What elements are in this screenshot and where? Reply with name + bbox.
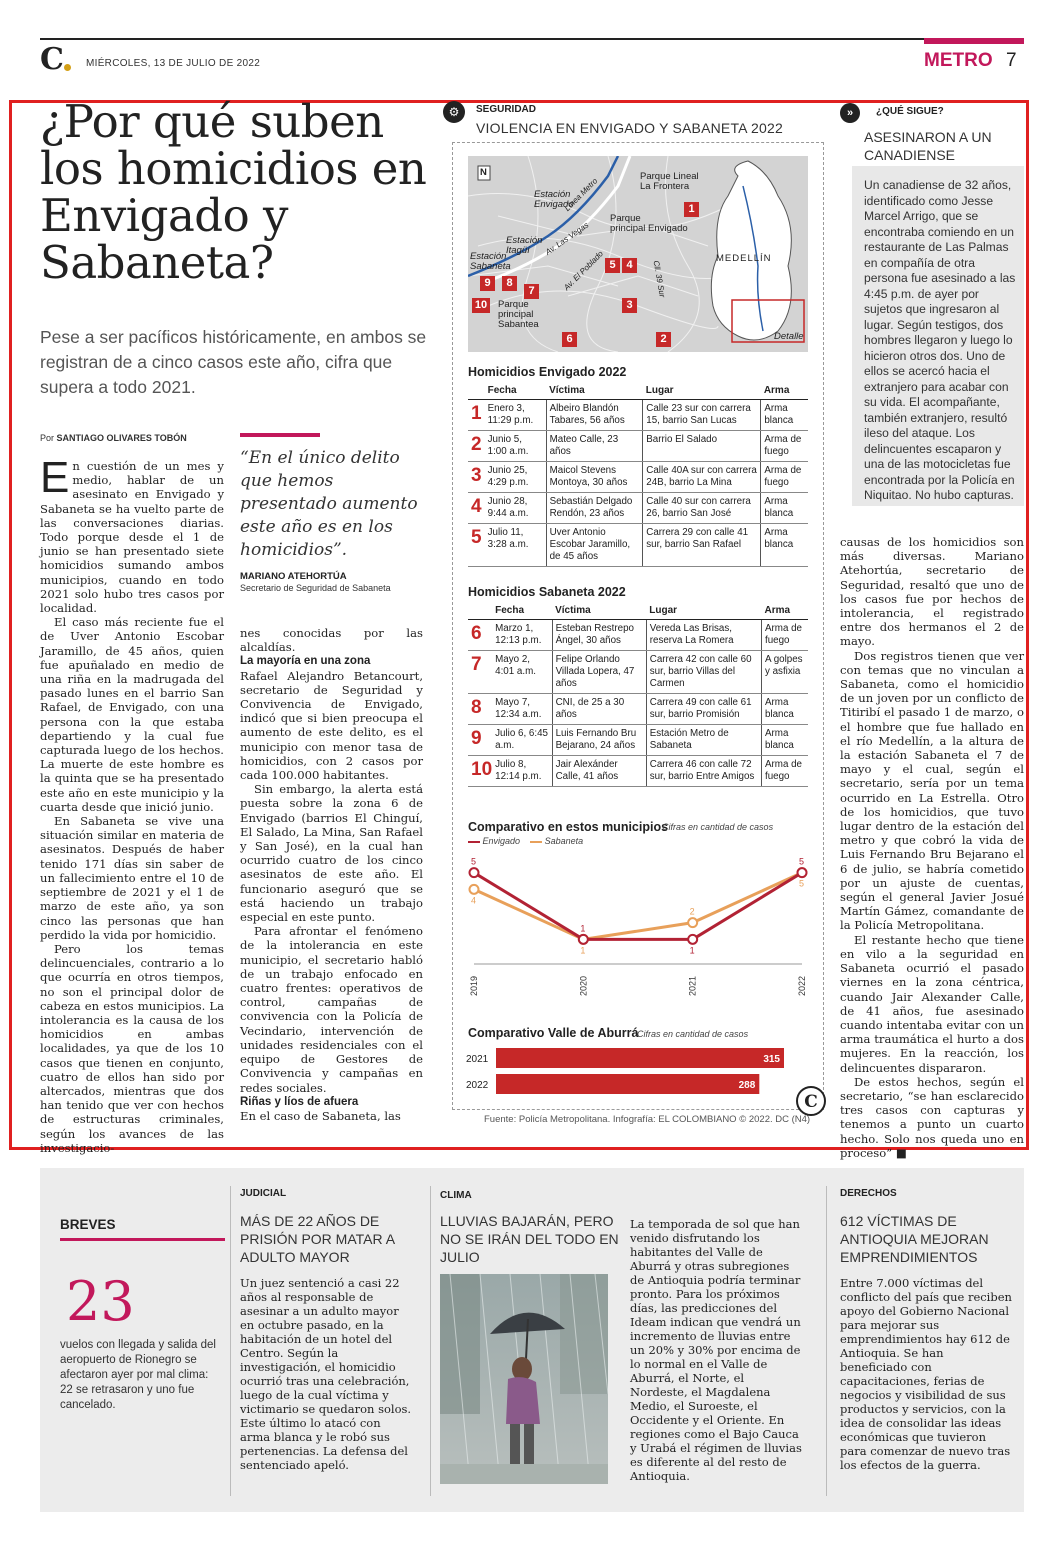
issue-date: MIÉRCOLES, 13 DE JULIO DE 2022 [86,58,261,69]
case-number: 2 [468,431,485,462]
cell-place: Vereda Las Brisas, reserva La Romera [646,620,761,651]
cell-place: Calle 40 sur con carrera 26, barrio San José [643,493,761,524]
umbrella-person-image [440,1274,608,1484]
legend-swatch-envigado [468,841,480,843]
cell-date: Junio 5, 1:00 a.m. [485,431,546,462]
cell-victim: Albeiro Blandón Tabares, 56 años [546,400,643,431]
bar-value-label: 315 [763,1054,780,1065]
breves-big-number: 23 [66,1270,135,1333]
cell-weapon: Arma blanca [761,400,808,431]
sidebar-title: ASESINARON A UN CANADIENSE [864,129,992,163]
cell-date: Mayo 2, 4:01 a.m. [492,651,552,694]
bar-chart [462,1044,812,1100]
col-header: Fecha [485,383,546,400]
article-paragraph: nes conocidas por las alcaldías. [240,626,423,655]
map-label: Parque Lineal La Frontera [640,171,699,192]
data-point [798,868,807,877]
article-paragraph: Sin embargo, la alerta está puesta sobre la zona 6 de Envigado (barrios El Chinguí, El Salado, La Mina, San Rafael y San José), en la cual han ocurrido cuatro de los cinco asesinatos de este año. El funcionario aseguró que se está haciendo un trabajo especial en este punto. [240,782,423,925]
col-header: Víctima [546,383,643,400]
newspaper-logo: C [40,42,64,77]
map-label: Estación Itagüí [506,235,543,256]
map-label: Av. Las Vegas [543,220,591,257]
col-header: Lugar [646,603,761,620]
cell-date: Junio 25, 4:29 p.m. [485,462,546,493]
cell-weapon: Arma de fuego [761,462,808,493]
byline-author: SANTIAGO OLIVARES TOBÓN [56,433,187,443]
breves-number-text: vuelos con llegada y salida del aeropuerto de Rionegro se afectaron ayer por mal clima: 22 se retrasaron y uno fue cancelado. [60,1339,216,1411]
article-paragraph: En el caso de Sabaneta, las [240,1108,401,1123]
map-label: Detalle [774,331,804,342]
table-row [468,651,808,694]
section-bar [924,38,1024,44]
map-label: Av. El Poblado [562,249,605,293]
brief-text: Un juez sentenció a casi 22 años al responsable de asesinar a un adulto mayor en octubre pasado, en la habitación de un hotel del Centro. Según la investigación, el homicidio ocurrió tras una celebración, luego de la cual víctima y victimario se quedaron solos. Este último lo atacó con arma blanca y le robó sus pertenencias. La defensa del sentenciado apeló. [240,1276,412,1472]
article-column-2 [240,626,423,1123]
map-label: Línea Metro [562,176,600,213]
brief-title: MÁS DE 22 AÑOS DE PRISIÓN POR MATAR A ADULTO MAYOR [240,1213,395,1265]
legend-label: Envigado [482,836,521,846]
col-header: Víctima [552,603,646,620]
col-header: Fecha [492,603,552,620]
cell-weapon: Arma blanca [761,725,808,756]
map-marker: 4 [622,258,637,273]
map-marker: 9 [480,276,495,291]
map-label: Cll. 39 Sur [651,259,667,299]
table-title-envigado: Homicidios Envigado 2022 [468,365,627,379]
column-divider [230,1186,231,1496]
logo-dot [64,64,71,71]
cell-place: Barrio El Salado [643,431,761,462]
cell-victim: Uver Antonio Escobar Jaramillo, de 45 años [546,524,643,567]
article-paragraph: Para afrontar el fenómeno de la intolerancia en este municipio, el secretario habló de un trabajo enfocado en cuatro frentes: operativos de control, campañas de convivencia con la Policía de Vecindario, intervención de unidades residenciales con el equipo de Gestores de Convivencia y campañas en redes sociales. [240,924,423,1095]
brief-title: LLUVIAS BAJARÁN, PERO NO SE IRÁN DEL TODO EN JULIO [440,1213,619,1265]
cell-victim: Felipe Orlando Villada Lopera, 47 años [552,651,646,694]
cell-victim: Jair Alexánder Calle, 41 años [552,756,646,787]
rain-photo [440,1274,608,1484]
breves-title: BREVES [60,1217,116,1232]
breves-rule [60,1238,225,1241]
case-number: 7 [468,651,492,694]
sidebar-kicker: ¿QUÉ SIGUE? [876,106,944,117]
byline-prefix: Por [40,433,55,443]
bar-category-label: 2022 [466,1080,489,1091]
case-number: 9 [468,725,492,756]
chevrons-icon: » [840,103,860,123]
x-tick-label: 2022 [797,975,807,996]
article-column-1 [40,453,224,1155]
brief-kicker: JUDICIAL [240,1188,287,1199]
article-paragraph: En cuestión de un mes y medio, hablar de un asesinato en Envigado y Sabaneta se ha vuelto parte de las conversaciones diarias. Todo porque desde el 1 de junio se han presentado siete homicidios sumando ambos municipios, cuando en todo 2021 solo hubo tres casos por localidad. [40,453,224,616]
bar [496,1074,759,1094]
map-label: Estación Sabaneta [470,251,511,272]
case-number: 10 [468,756,492,787]
line-chart-title: Comparativo en estos municipios [468,820,669,834]
table-row [468,462,808,493]
map-marker: 2 [656,332,671,347]
cell-place: Carrera 49 con calle 61 sur, barrio Promisión [646,694,761,725]
cell-place: Carrera 46 con calle 72 sur, barrio Entre Amigos [646,756,761,787]
legend-swatch-sabaneta [530,841,542,843]
line-chart-legend [468,836,583,846]
brief-title: 612 VÍCTIMAS DE ANTIOQUIA MEJORAN EMPRENDIMIENTOS [840,1213,989,1265]
table-row [468,431,808,462]
table-row [468,620,808,651]
table-row [468,524,808,567]
data-label: 1 [689,945,695,956]
infographic-source: Fuente: Policía Metropolitana. Infografía: EL COLOMBIANO © 2022. DC (N4) [484,1114,811,1125]
data-label: 5 [799,856,805,867]
homicides-table-envigado [468,383,808,567]
series-line-envigado [474,873,805,940]
map-label: Parque principal Envigado [610,213,688,234]
case-number: 8 [468,694,492,725]
cell-date: Mayo 7, 12:34 a.m. [492,694,552,725]
case-number: 1 [468,400,485,431]
cell-date: Julio 6, 6:45 a.m. [492,725,552,756]
cell-place: Calle 23 sur con carrera 15, barrio San Lucas [643,400,761,431]
legend-label: Sabaneta [544,836,584,846]
column-divider [826,1186,827,1496]
article-paragraph: El caso más reciente fue el de Uver Antonio Escobar Jaramillo, de 45 años, quien fue apuñalado en medio de una riña en la madrugada del pasado lunes en el barrio San Rafael, de Envigado, con una persona con la que estaba departiendo y la cual fue capturada luego de los hechos. La muerte de este hombre es la quinta que se ha presentado este año en este municipio y la cuarta desde que inició junio. [40,615,224,814]
map-label: Estación Envigado [534,189,574,210]
crime-map [468,156,808,352]
table-header-row [468,603,808,620]
data-label: 1 [580,923,586,934]
case-number: 5 [468,524,485,567]
article-subhead: Pese a ser pacíficos históricamente, en ambos se registran de a cinco casos este año, cifra que supera a todo 2021. [40,327,427,397]
x-tick-label: 2020 [578,975,589,996]
table-title-sabaneta: Homicidios Sabaneta 2022 [468,585,626,599]
cell-place: Estación Metro de Sabaneta [646,725,761,756]
cell-date: Julio 11, 3:28 a.m. [485,524,546,567]
table-row [468,725,808,756]
cell-place: Carrera 42 con calle 60 sur, barrio Villas del Carmen [646,651,761,694]
table-row [468,756,808,787]
col-header: Arma [761,603,808,620]
cell-weapon: Arma de fuego [761,620,808,651]
cell-weapon: A golpes y asfixia [761,651,808,694]
map-label: MEDELLÍN [716,253,772,264]
table-header-row [468,383,808,400]
infographic-kicker: SEGURIDAD [476,104,537,115]
newspaper-logo-small: C [796,1086,826,1116]
cell-weapon: Arma blanca [761,524,808,567]
brief-kicker: CLIMA [440,1190,472,1201]
data-point [470,885,479,894]
cell-weapon: Arma blanca [761,694,808,725]
article-paragraph: Rafael Alejandro Betancourt, secretario de Seguridad y Convivencia de Envigado, indicó que si bien preocupa el aumento de este delito, es el municipio con menor tasa de homicidios, con 2 casos por cada 100.000 habitantes. [240,668,423,783]
data-label: 5 [799,878,805,889]
cell-place: Calle 40A sur con carrera 24B, barrio La Mina [643,462,761,493]
article-paragraph: causas de los homicidios son más diversas. Mariano Atehortúa, secretario de Seguridad, resaltó que uno de los casos fue por hechos de intolerancia, el registrado entre dos hermanos el 2 de mayo. [840,535,1024,649]
map-marker: 6 [562,332,577,347]
table-row [468,694,808,725]
cell-victim: Sebastián Delgado Rendón, 23 años [546,493,643,524]
line-chart [462,846,812,1006]
bar-chart-subtitle: Cifras en cantidad de casos [637,1029,749,1039]
map-marker: 7 [524,284,539,299]
col-header: Lugar [643,383,761,400]
cell-date: Julio 8, 12:14 p.m. [492,756,552,787]
security-icon: ⚙ [443,101,465,123]
bar-category-label: 2021 [466,1054,489,1065]
bar-value-label: 288 [738,1080,756,1091]
article-paragraph: El restante hecho que tiene en vilo a la seguridad en Sabaneta ocurrió el pasado viernes en la zona céntrica, cuando Jair Alexander Calle, de 41 años, fue asesinado cuando intentaba evitar con un arma traumática el hurto a dos mujeres. En la reacción, los delincuentes dispararon. [840,932,1024,1075]
bar [496,1048,784,1068]
article-byline [40,433,187,443]
article-subheading: La mayoría en una zona [240,655,371,668]
cell-date: Marzo 1, 12:13 p.m. [492,620,552,651]
article-paragraph: En Sabaneta se vive una situación similar en materia de asesinatos. Después de haber tenido 171 días sin saber de un fallecimiento entre el 10 de septiembre de 2021 y el 1 de marzo de este año, ya son cinco las personas que han perdido la vida por homicidio. [40,814,224,942]
data-point [579,935,588,944]
north-label: N [480,167,487,178]
cell-weapon: Arma de fuego [761,756,808,787]
line-chart-subtitle: Cifras en cantidad de casos [662,822,774,832]
article-paragraph: De estos hechos, según el secretario, “se han esclarecido tres casos con capturas y tenemos a punto un cuarto hecho. Solo nos queda uno en proceso” ■ [840,1074,1024,1160]
data-label: 5 [471,856,477,867]
infographic-title: VIOLENCIA EN ENVIGADO Y SABANETA 2022 [476,120,783,136]
brief-kicker: DERECHOS [840,1188,897,1199]
case-number: 3 [468,462,485,493]
col-spacer [468,383,485,400]
header-rule [40,38,1024,40]
drop-cap: E [40,453,70,502]
cell-victim: Esteban Restrepo Ángel, 30 años [552,620,646,651]
map-marker: 8 [502,276,517,291]
data-label: 1 [580,945,586,956]
quote-role: Secretario de Seguridad de Sabaneta [240,583,391,593]
data-point [688,918,697,927]
pull-quote: “En el único delito que hemos presentado aumento este año es en los homicidios”. [240,448,418,560]
cell-date: Junio 28, 9:44 a.m. [485,493,546,524]
cell-victim: Mateo Calle, 23 años [546,431,643,462]
cell-victim: CNI, de 25 a 30 años [552,694,646,725]
col-spacer [468,603,492,620]
data-label: 2 [689,906,695,917]
column-divider [430,1186,431,1496]
map-marker: 3 [622,298,637,313]
map-marker: 10 [472,298,490,313]
cell-victim: Luis Fernando Bru Bejarano, 24 años [552,725,646,756]
case-number: 4 [468,493,485,524]
cell-place: Carrera 29 con calle 41 sur, barrio San Rafael [643,524,761,567]
article-headline: ¿Por qué suben los homicidios en Envigado y Sabaneta? [40,95,427,289]
article-paragraph: Pero los temas delincuenciales, contrario a lo que ocurría en otros tiempos, no son el principal dolor de cabeza en estos municipios. La intolerancia es la causa de los homicidios en ambas localidades, ya que de los 10 casos que tienen en conjunto, cuatro de ellos han sido por altercados, mientras que dos han tenido que ver con hechos de estructuras criminales, según los avances de las investigacio- [40,941,224,1155]
case-number: 6 [468,620,492,651]
map-marker: 1 [684,202,699,217]
x-tick-label: 2019 [469,975,479,996]
data-point [688,935,697,944]
x-tick-label: 2021 [687,975,698,996]
article-paragraph: Dos registros tienen que ver con temas que no vinculan a Sabaneta, como el homicidio de un joven por un conflicto de Titiribí el pasado 1 de marzo, o el hombre que fue hallado en el río Medellín, a la altura de la estación Sabaneta el 7 de mayo y el cual, según el secretario, sería por un tema ocurrido en La Estrella. Otro de los homicidios, que tuvo lugar dentro de la estación del metro y que cobró la vida de Luis Fernando Bru Bejarano el 6 de julio, se habría cometido por un ajuste de cuentas, según el general Javier Josué Martín Gámez, comandante de la Policía Metropolitana. [840,648,1024,933]
cell-date: Enero 3, 11:29 p.m. [485,400,546,431]
col-header: Arma [761,383,808,400]
homicides-table-sabaneta [468,603,808,787]
brief-text: La temporada de sol que han venido disfrutando los habitantes del Valle de Aburrá y otras subregiones de Antioquia podría terminar pronto. Para los próximos días, las predicciones del Ideam indican que vendrá un incremento de lluvias entre un 20% y 30% por encima de lo normal en el Valle de Aburrá, el Norte, el Nordeste, el Magdalena Medio, el Suroeste, el Occidente y el Oriente. En regiones como el Bajo Cauca y Urabá el régimen de lluvias es diferente al del resto de Antioquia. [630,1217,802,1483]
brief-text: Entre 7.000 víctimas del conflicto del país que reciben apoyo del Gobierno Nacional para mejorar sus emprendimientos hay 612 de Antioquia. Se han beneficiado con capacitaciones, ferias de negocios y visibilidad de sus productos y servicios, con la idea de consolidar las ideas económicas que tuvieron para comenzar de nuevo tras los efectos de la guerra. [840,1276,1012,1472]
series-line-sabaneta [474,873,805,940]
cell-weapon: Arma blanca [761,493,808,524]
table-row [468,400,808,431]
cell-weapon: Arma de fuego [761,431,808,462]
cell-victim: Maicol Stevens Montoya, 30 años [546,462,643,493]
data-point [470,868,479,877]
map-label: Parque principal Sabantea [498,299,539,330]
article-column-4 [840,535,1024,1160]
article-subheading: Riñas y líos de afuera [240,1095,359,1108]
section-name: METRO [924,50,993,71]
page-number: 7 [1006,50,1017,71]
sidebar-text: Un canadiense de 32 años, identificado como Jesse Marcel Arrigo, que se encontraba comiendo en un restaurante de Las Palmas en compañía de otra persona fue asesinado a las 4:45 p.m. de ayer por sujetos que ingresaron al lugar. Según testigos, dos hombres llegaron y luego lo hicieron otros dos. Uno de ellos se acercó hacia el extranjero para acabar con su vida. El acompañante, también extranjero, resultó ileso del ataque. Los delincuentes escaparon y una de las motocicletas fue encontrada por la Policía en Niquitao. No hubo capturas. [864,178,1016,502]
map-marker: 5 [605,258,620,273]
quote-author: MARIANO ATEHORTÚA [240,571,347,582]
bar-chart-title: Comparativo Valle de Aburrá [468,1026,639,1040]
data-label: 4 [471,895,477,906]
table-row [468,493,808,524]
quote-bar [240,433,320,437]
